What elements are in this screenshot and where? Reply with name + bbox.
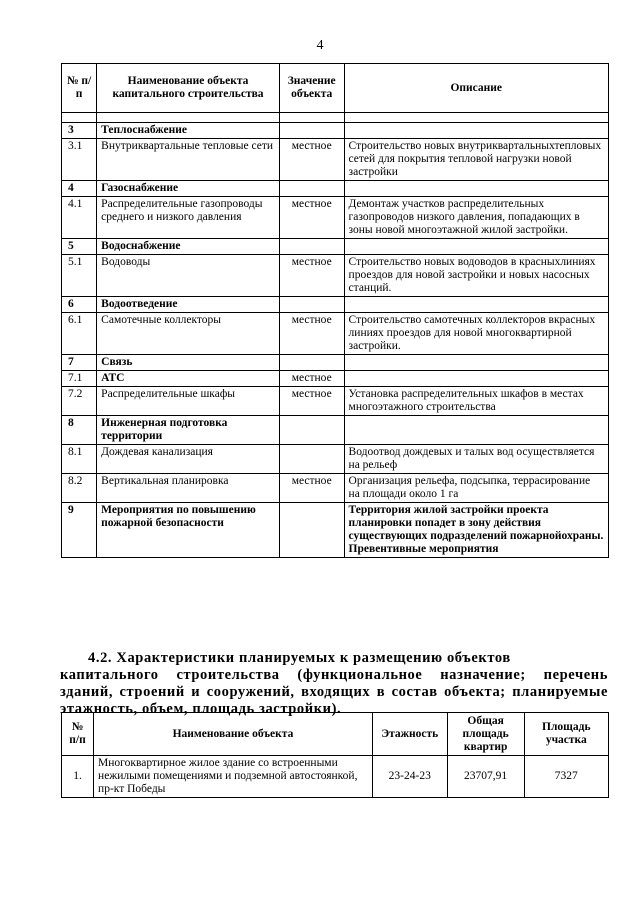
page-number: 4 [316, 38, 324, 53]
cell-object-name: Дождевая канализация [97, 445, 280, 474]
cell-significance: местное [279, 313, 344, 355]
table-spacer-row [62, 113, 609, 123]
cell-object-name: Водоснабжение [97, 239, 280, 255]
cell-object-name [97, 113, 280, 123]
cell-object-name: Мероприятия по повышению пожарной безопасности [97, 503, 280, 558]
cell-object-name: Инженерная подготовка территории [97, 416, 280, 445]
cell-significance: местное [279, 387, 344, 416]
cell-num: 9 [62, 503, 97, 558]
table-row [62, 474, 609, 503]
table-section-row [62, 355, 609, 371]
cell-significance: местное [279, 371, 344, 387]
heading-continuation: капитального строительства (функциональное назначение; перечень зданий, строений и сооружений, входящих в состав объекта; планируемые этажность, объем, площадь застройки). [60, 667, 608, 717]
cell-significance: местное [279, 255, 344, 297]
cell-object-name: Внутриквартальные тепловые сети [97, 139, 280, 181]
cell-object-name: Самотечные коллекторы [97, 313, 280, 355]
table-row [62, 197, 609, 239]
table-section-row [62, 239, 609, 255]
table-header-row [62, 713, 609, 756]
cell-num: 8.1 [62, 445, 97, 474]
cell-description [344, 113, 608, 123]
cell-significance: местное [279, 197, 344, 239]
cell-description: Строительство новых водоводов в красныхлиниях проездов для новой застройки и новых насосных станций. [344, 255, 608, 297]
table-row [62, 445, 609, 474]
cell-num: 7.2 [62, 387, 97, 416]
cell-num: 8.2 [62, 474, 97, 503]
table-row [62, 139, 609, 181]
cell-description [344, 355, 608, 371]
cell-description [344, 371, 608, 387]
cell-significance: местное [279, 474, 344, 503]
cell-object-name: Теплоснабжение [97, 123, 280, 139]
table-section-row [62, 503, 609, 558]
table-section-row [62, 123, 609, 139]
cell-description [344, 239, 608, 255]
header-num: № п/п [62, 64, 97, 113]
cell-object-name: АТС [97, 371, 280, 387]
cell-description: Территория жилой застройки проекта планировки попадет в зону действия существующих подразделений пожарнойохраны. Превентивные мероприятия [344, 503, 608, 558]
header-plot-area: Площадь участка [524, 713, 608, 756]
table-section-row [62, 297, 609, 313]
cell-significance [279, 416, 344, 445]
section-heading-4-2 [60, 650, 608, 717]
engineering-infrastructure-table [61, 63, 609, 558]
cell-object-name: Многоквартирное жилое здание со встроенными нежилыми помещениями и подземной автостоянкой, пр-кт Победы [94, 756, 373, 798]
cell-significance [279, 355, 344, 371]
cell-num: 5.1 [62, 255, 97, 297]
table-row [62, 387, 609, 416]
cell-num: 4.1 [62, 197, 97, 239]
table-header-row [62, 64, 609, 113]
cell-apartment-area: 23707,91 [447, 756, 524, 798]
table-row [62, 255, 609, 297]
cell-num: 3.1 [62, 139, 97, 181]
cell-description: Строительство новых внутриквартальныхтепловых сетей для покрытия тепловой нагрузки новой застройки [344, 139, 608, 181]
cell-object-name: Вертикальная планировка [97, 474, 280, 503]
cell-plot-area: 7327 [524, 756, 608, 798]
header-apartment-area: Общая площадь квартир [447, 713, 524, 756]
cell-description: Организация рельефа, подсыпка, террасирование на площади около 1 га [344, 474, 608, 503]
cell-description: Демонтаж участков распределительных газопроводов низкого давления, попадающих в зоны новой многоэтажной жилой застройки. [344, 197, 608, 239]
cell-floors: 23-24-23 [372, 756, 447, 798]
table-row [62, 313, 609, 355]
cell-significance [279, 445, 344, 474]
planned-objects-table [61, 712, 609, 798]
cell-description [344, 297, 608, 313]
cell-description [344, 416, 608, 445]
cell-num: 5 [62, 239, 97, 255]
cell-num: 1. [62, 756, 94, 798]
header-description: Описание [344, 64, 608, 113]
cell-significance [279, 181, 344, 197]
cell-object-name: Связь [97, 355, 280, 371]
cell-significance [279, 503, 344, 558]
cell-num: 3 [62, 123, 97, 139]
header-object-name: Наименование объекта капитального строительства [97, 64, 280, 113]
cell-object-name: Распределительные шкафы [97, 387, 280, 416]
heading-line-1: 4.2. Характеристики планируемых к размещению объектов [88, 650, 511, 666]
cell-significance [279, 113, 344, 123]
cell-description: Установка распределительных шкафов в местах многоэтажного строительства [344, 387, 608, 416]
cell-object-name: Распределительные газопроводы среднего и низкого давления [97, 197, 280, 239]
cell-significance [279, 123, 344, 139]
table-section-row [62, 181, 609, 197]
table-row [62, 371, 609, 387]
table-row [62, 756, 609, 798]
cell-object-name: Газоснабжение [97, 181, 280, 197]
cell-num: 6 [62, 297, 97, 313]
cell-num: 8 [62, 416, 97, 445]
cell-description: Водоотвод дождевых и талых вод осуществляется на рельеф [344, 445, 608, 474]
header-significance: Значение объекта [279, 64, 344, 113]
cell-description [344, 123, 608, 139]
cell-significance [279, 239, 344, 255]
cell-num: 7.1 [62, 371, 97, 387]
cell-num [62, 113, 97, 123]
cell-description: Строительство самотечных коллекторов вкрасных линиях проездов для новой многоквартирной застройки. [344, 313, 608, 355]
cell-num: 7 [62, 355, 97, 371]
header-floors: Этажность [372, 713, 447, 756]
cell-significance [279, 297, 344, 313]
cell-object-name: Водоводы [97, 255, 280, 297]
header-num: № п/п [62, 713, 94, 756]
cell-significance: местное [279, 139, 344, 181]
cell-num: 4 [62, 181, 97, 197]
cell-object-name: Водоотведение [97, 297, 280, 313]
cell-description [344, 181, 608, 197]
header-object-name: Наименование объекта [94, 713, 373, 756]
table-section-row [62, 416, 609, 445]
cell-num: 6.1 [62, 313, 97, 355]
